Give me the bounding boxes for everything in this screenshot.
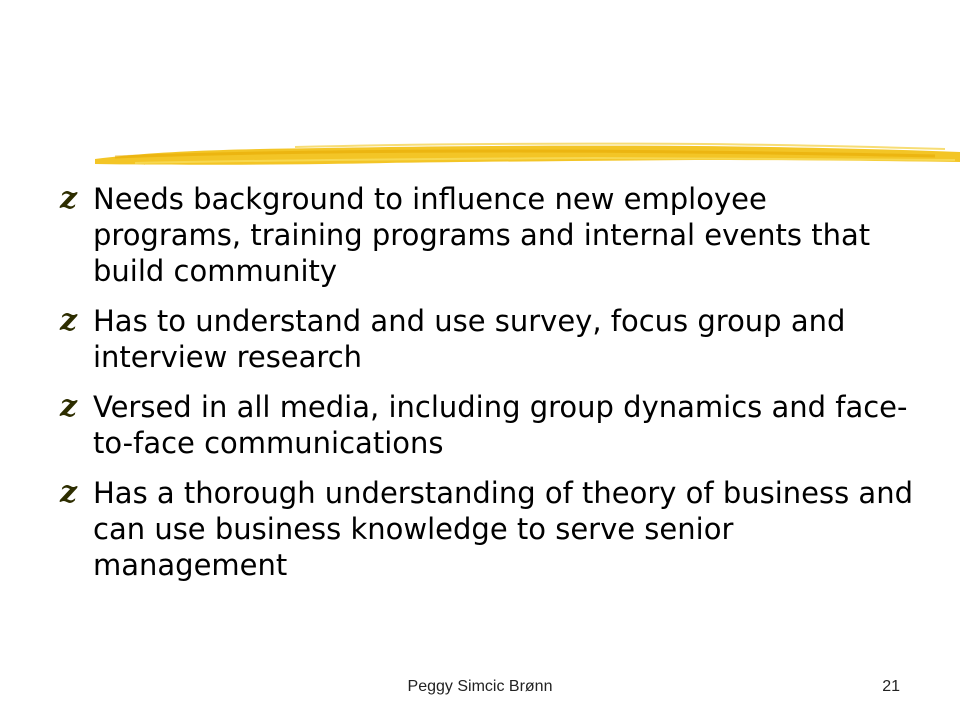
bullet-item — [60, 303, 920, 375]
bullet-list — [60, 181, 920, 597]
bullet-text: Needs background to influence new employee programs, training programs and internal events that build community — [93, 182, 871, 288]
bullet-item — [60, 389, 920, 461]
bullet-icon: z — [60, 303, 78, 338]
bullet-text: Has to understand and use survey, focus group and interview research — [93, 304, 846, 374]
bullet-text: Has a thorough understanding of theory of business and can use business knowledge to serve senior management — [93, 476, 913, 582]
bullet-icon: z — [60, 475, 78, 510]
bullet-item — [60, 181, 920, 289]
page-number: 21 — [882, 678, 900, 695]
bullet-icon: z — [60, 181, 78, 216]
bullet-icon: z — [60, 389, 78, 424]
yellow-brush-stroke — [95, 133, 960, 177]
bullet-text: Versed in all media, including group dynamics and face-to-face communications — [93, 390, 908, 460]
bullet-item — [60, 475, 920, 583]
footer-author: Peggy Simcic Brønn — [407, 678, 553, 695]
